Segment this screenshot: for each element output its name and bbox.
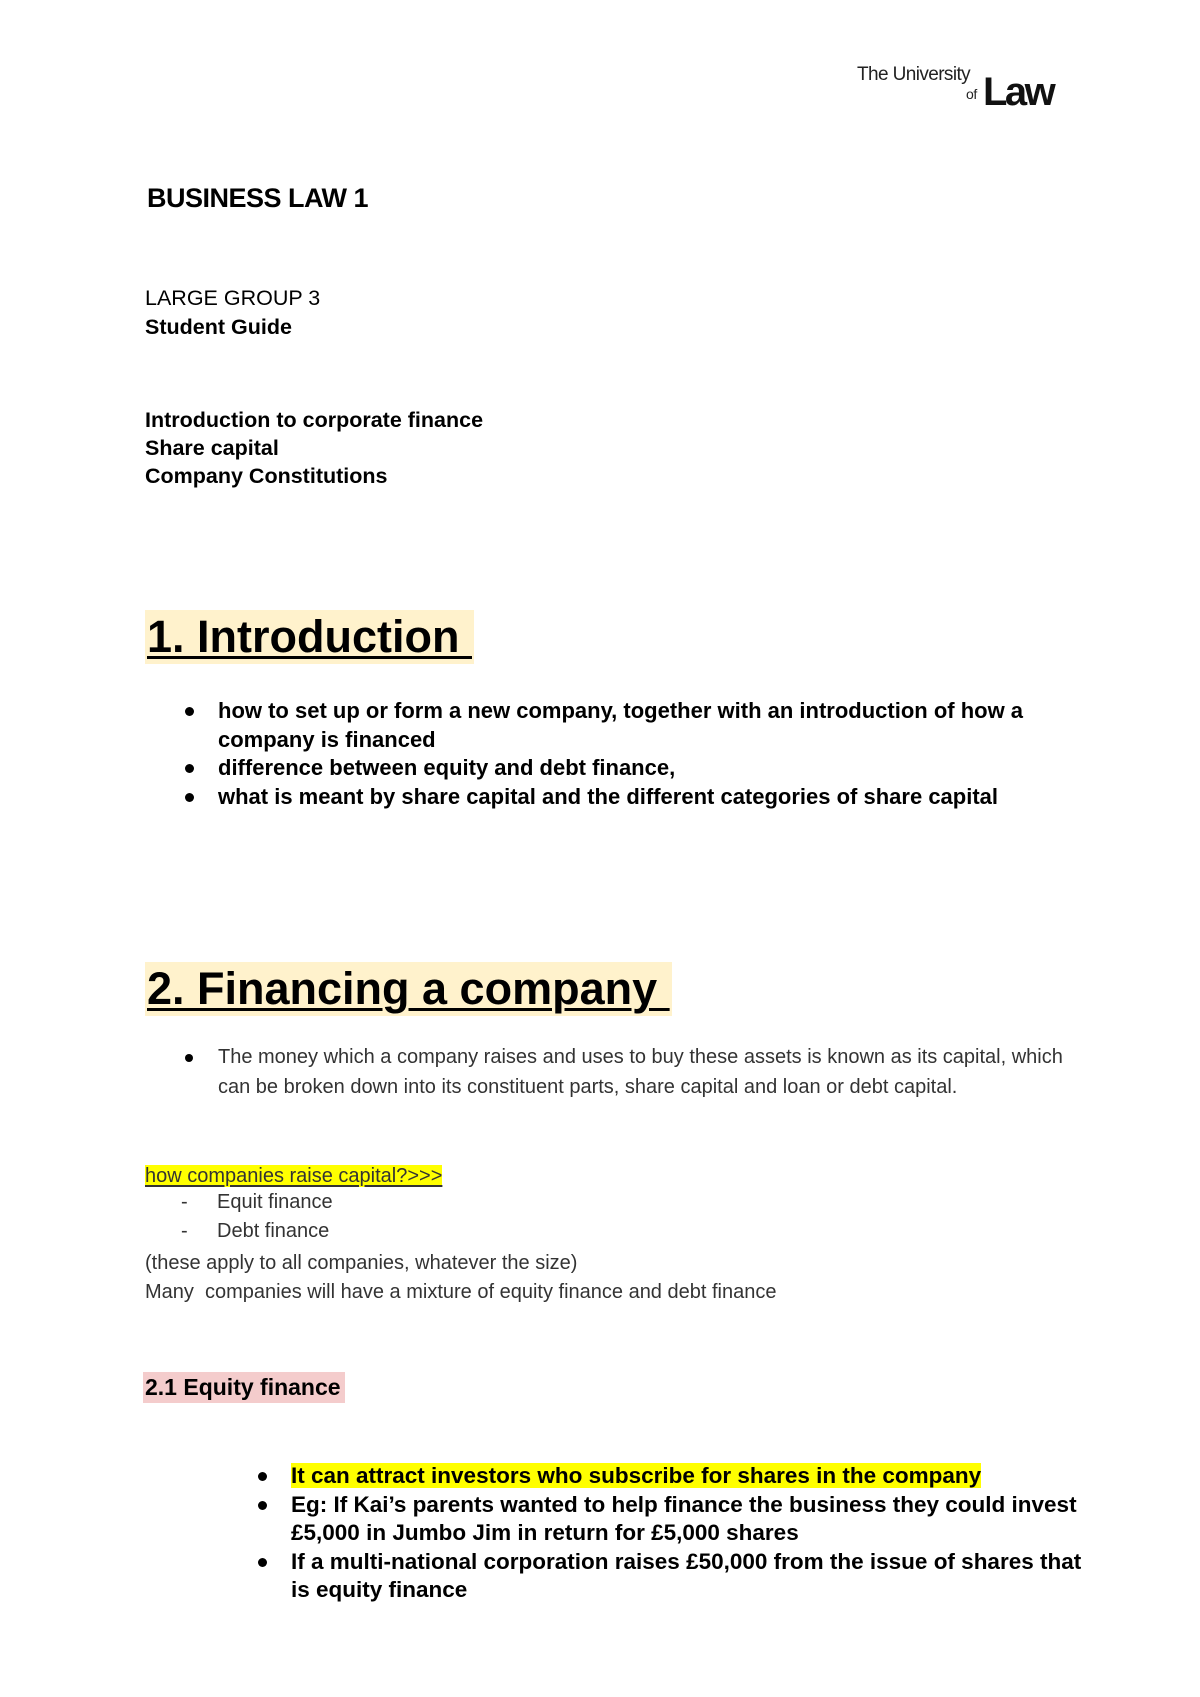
section-2-bullet-list <box>218 1043 1078 1102</box>
section-2-1-heading: 2.1 Equity finance <box>143 1372 345 1403</box>
dash-icon: - <box>181 1220 188 1242</box>
list-item <box>218 1043 1078 1102</box>
logo-text-law: Law <box>983 70 1054 114</box>
bullet-icon <box>258 1472 267 1481</box>
note-all-companies: (these apply to all companies, whatever the size) <box>145 1252 578 1274</box>
raise-capital-link-line <box>145 1162 442 1191</box>
bullet-icon <box>185 793 194 802</box>
list-item <box>218 783 1058 812</box>
bullet-icon <box>258 1501 267 1510</box>
bullet-icon <box>185 1054 193 1062</box>
bullet-icon <box>185 707 194 716</box>
dash-item-text: Debt finance <box>217 1220 330 1242</box>
topic-1: Introduction to corporate finance <box>145 408 484 432</box>
topic-3: Company Constitutions <box>145 464 388 488</box>
list-item <box>291 1548 1091 1605</box>
logo-text-of: of <box>966 86 977 102</box>
list-item <box>218 697 1058 754</box>
bullet-text-highlighted: It can attract investors who subscribe for shares in the company <box>291 1463 982 1488</box>
bullet-text: difference between equity and debt finance, <box>218 755 676 780</box>
list-item <box>218 754 1058 783</box>
bullet-text: what is meant by share capital and the different categories of share capital <box>218 783 999 809</box>
section-2-heading: 2. Financing a company <box>147 963 670 1014</box>
list-item <box>291 1462 1091 1491</box>
note-mixture: Many companies will have a mixture of equity finance and debt finance <box>145 1281 777 1303</box>
dash-item-text: Equit finance <box>217 1191 333 1213</box>
dash-icon: - <box>181 1191 188 1213</box>
bullet-text: Eg: If Kai’s parents wanted to help finance the business they could invest £5,000 in Jumbo Jim in return for £5,000 shares <box>291 1491 1077 1545</box>
document-title: BUSINESS LAW 1 <box>147 183 369 213</box>
bullet-icon <box>185 764 194 773</box>
bullet-text: how to set up or form a new company, together with an introduction of how a company is financed <box>218 698 1024 752</box>
logo-text-the-university: The University <box>857 64 971 85</box>
university-logo <box>857 62 1069 112</box>
bullet-icon <box>258 1558 267 1567</box>
section-1-heading: 1. Introduction <box>147 611 472 662</box>
guide-label: Student Guide <box>145 315 292 339</box>
section-2-1-bullet-list <box>291 1462 1091 1605</box>
raise-capital-link[interactable]: how companies raise capital?>>> <box>145 1165 443 1187</box>
list-item <box>291 1491 1091 1548</box>
section-1-bullet-list <box>218 697 1058 811</box>
topic-2: Share capital <box>145 436 279 460</box>
group-label: LARGE GROUP 3 <box>145 286 321 310</box>
bullet-text: If a multi-national corporation raises £50,000 from the issue of shares that is equity finance <box>291 1548 1082 1602</box>
bullet-text: The money which a company raises and uses to buy these assets is known as its capital, which can be broken down into its constituent parts, share capital and loan or debt capital. <box>218 1046 1063 1098</box>
